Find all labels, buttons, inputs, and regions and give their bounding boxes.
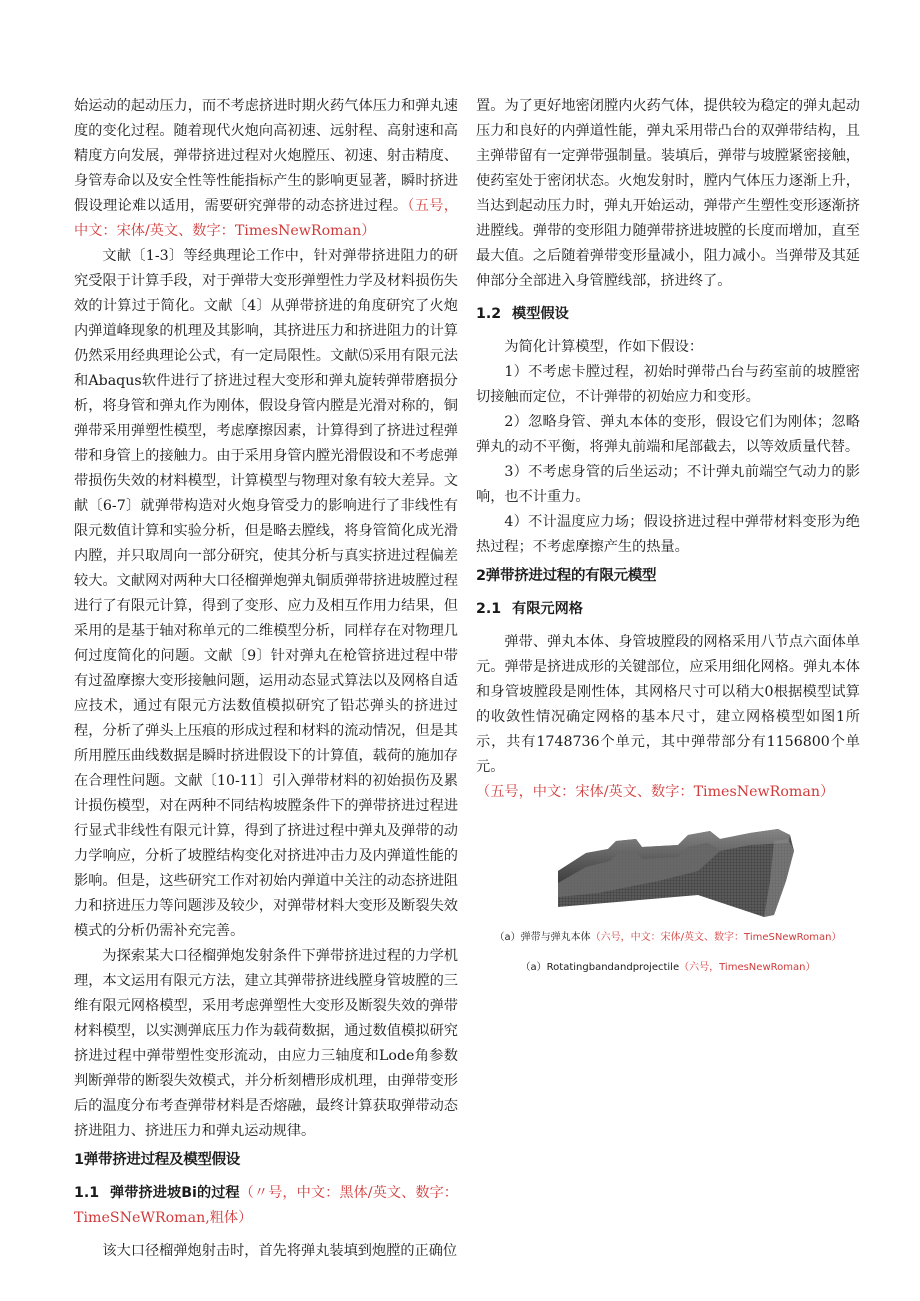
right-paragraph-7-text: 弹带、弹丸本体、身管坡膛段的网格采用八节点六面体单元。弹带是挤进成形的关键部位，应采用细化网格。弹丸本体和身管坡膛段是刚性体，其网格尺寸可以稍大0根据模型试算的收敛性情况确定网格的基本尺寸，建立网格模型如图1所示，共有1748736个单元，其中弹带部分有1156800个单元。 xyxy=(476,634,860,775)
format-note: （五号，中文：宋体/英文、数字：TimesNewRoman） xyxy=(74,198,458,239)
right-column xyxy=(476,94,860,979)
subsection-heading-1-1 xyxy=(74,1181,458,1231)
assumption-4: 4）不计温度应力场；假设挤进过程中弹带材料变形为绝热过程；不考虑摩擦产生的热量。 xyxy=(476,514,860,555)
section-heading-2: 2弹带挤进过程的有限元模型 xyxy=(476,568,657,584)
assumption-3: 3）不考虑身管的后坐运动；不计弹丸前端空气动力的影响，也不计重力。 xyxy=(476,464,860,505)
left-paragraph-4: 该大口径榴弹炮射击时，首先将弹丸装填到炮膛的正确位 xyxy=(102,1243,458,1259)
format-note: （〃号，中文：黑体/英文、数字：TimeSNeWRoman,粗体） xyxy=(74,1185,458,1226)
figure-caption-en xyxy=(476,957,860,979)
subsection-number: 1.1 xyxy=(74,1185,100,1201)
caption-text: （a）弹带与弹丸本体 xyxy=(494,932,591,943)
left-paragraph-3: 为探索某大口径榴弹炮发射条件下弹带挤进过程的力学机理，本文运用有限元方法，建立其弹带挤进线膛身管坡膛的三维有限元网格模型，采用考虑弹塑性大变形及断裂失效的弹带材料模型，以实测弹底压力作为载荷数据，通过数值模拟研究挤进过程中弹带塑性变形流动，由应力三轴度和Lode角参数判断弹带的断裂失效模式，并分析刻槽形成机理，由弹带变形后的温度分布考查弹带材料是否熔融，最终计算获取弹带动态挤进阻力、挤进压力和弹丸运动规律。 xyxy=(74,948,458,1139)
mesh-figure xyxy=(538,811,798,923)
assumption-2: 2）忽略身管、弹丸本体的变形，假设它们为刚体；忽略弹丸的动不平衡，将弹丸前端和尾部截去，以等效质量代替。 xyxy=(476,414,860,455)
subsection-heading-1-2 xyxy=(476,302,860,327)
right-paragraph-1: 置。为了更好地密闭膛内火药气体，提供较为稳定的弹丸起动压力和良好的内弹道性能，弹丸采用带凸台的双弹带结构，且主弹带留有一定弹带强制量。装填后，弹带与坡膛紧密接触，使药室处于密闭状态。火炮发射时，膛内气体压力逐渐上升，当达到起动压力时，弹丸开始运动，弹带产生塑性变形逐渐挤进膛线。弹带的变形阻力随弹带挤进坡膛的长度而增加，直至最大值。之后随着弹带变形量减小，阻力减小。当弹带及其延伸部分全部进入身管膛线部，挤进终了。 xyxy=(476,98,860,289)
subsection-heading-2-1 xyxy=(476,597,860,622)
figure-caption-cn xyxy=(476,927,860,949)
subsection-title: 有限元网格 xyxy=(512,601,583,617)
left-column xyxy=(74,94,458,1264)
format-note: （六号，TimesNewRoman） xyxy=(679,962,816,973)
left-paragraph-1 xyxy=(74,94,458,244)
left-paragraph-2: 文献〔1-3〕等经典理论工作中，针对弹带挤进阻力的研究受限于计算手段，对于弹带大变形弹塑性力学及材料损伤失效的计算过于简化。文献〔4〕从弹带挤进的角度研究了火炮内弹道峰现象的机理及其影响，其挤进压力和挤进阻力的计算仍然采用经典理论公式，有一定局限性。文献⑸采用有限元法和Abaqus软件进行了挤进过程大变形和弹丸旋转弹带磨损分析，将身管和弹丸作为刚体，假设身管内膛是光滑对称的，铜弹带采用弹塑性模型，考虑摩擦因素，计算得到了挤进过程弹带和身管上的接触力。由于采用身管内膛光滑假设和不考虑弹带损伤失效的材料模型，计算模型与物理对象有较大差异。文献〔6-7〕就弹带构造对火炮身管受力的影响进行了非线性有限元数值计算和实验分析，但是略去膛线，将身管简化成光滑内膛，并只取周向一部分研究，使其分析与真实挤进过程偏差较大。文献网对两种大口径榴弹炮弹丸铜质弹带挤进坡膛过程进行了有限元计算，得到了变形、应力及相互作用力结果，但采用的是基于轴对称单元的二维模型分析，同样存在对物理几何过度简化的问题。文献〔9〕针对弹丸在枪管挤进过程中带有过盈摩擦大变形接触问题，运用动态显式算法以及网格自适应技术，通过有限元方法数值模拟研究了铅芯弹头的挤进过程，分析了弹头上压痕的形成过程和材料的流动情况，但是其所用膛压曲线数据是瞬时挤进假设下的计算值，载荷的施加存在合理性问题。文献〔10-11〕引入弹带材料的初始损伤及累计损伤模型，对在两种不同结构坡膛条件下的弹带挤进过程进行显式非线性有限元计算，得到了挤进过程中弹丸及弹带的动力学响应，分析了坡膛结构变化对挤进冲击力及内弹道性能的影响。但是，这些研究工作对初始内弹道中关注的动态挤进阻力和挤进压力等问题涉及较少，对弹带材料大变形及断裂失效模式的分析仍需补充完善。 xyxy=(74,248,458,939)
left-paragraph-1-text: 始运动的起动压力，而不考虑挤进时期火药气体压力和弹丸速度的变化过程。随着现代火炮向高初速、远射程、高射速和高精度方向发展，弹带挤进过程对火炮膛压、初速、射击精度、身管寿命以及安全性等性能指标产生的影响更显著，瞬时挤进假设理论难以适用，需要研究弹带的动态挤进过程。 xyxy=(74,98,458,214)
assumption-1: 1）不考虑卡膛过程，初始时弹带凸台与药室前的坡膛密切接触而定位，不计弹带的初始应力和变形。 xyxy=(476,364,860,405)
subsection-title: 弹带挤进坡Bi的过程 xyxy=(110,1185,240,1201)
format-note: （六号，中文：宋体/英文、数字：TimeSNewRoman） xyxy=(590,932,842,943)
subsection-title: 模型假设 xyxy=(512,306,569,322)
right-paragraph-7 xyxy=(476,630,860,805)
caption-text: （a）Rotatingbandandprojectile xyxy=(520,962,680,973)
right-paragraph-2: 为简化计算模型，作如下假设： xyxy=(504,339,704,355)
section-heading-1: 1弹带挤进过程及模型假设 xyxy=(74,1152,240,1168)
subsection-number: 1.2 xyxy=(476,306,502,322)
format-note: （五号，中文：宋体/英文、数字：TimesNewRoman） xyxy=(476,784,835,800)
subsection-number: 2.1 xyxy=(476,601,502,617)
